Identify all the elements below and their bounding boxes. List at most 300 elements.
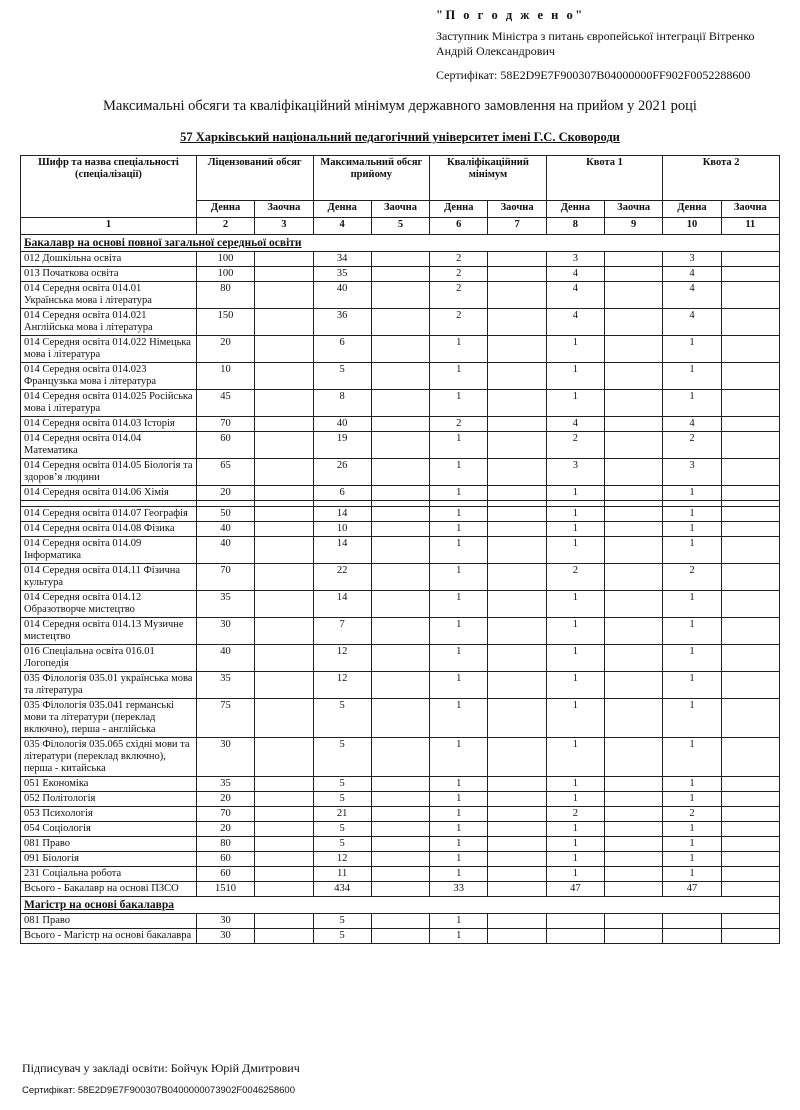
table-cell: 2 (430, 417, 488, 432)
table-cell: 5 (313, 699, 371, 738)
table-header (21, 156, 780, 235)
table-cell (721, 852, 779, 867)
table-cell (605, 914, 663, 929)
table-cell: 2 (430, 267, 488, 282)
table-cell (488, 591, 546, 618)
table-cell: 1 (430, 929, 488, 944)
table-cell: 47 (663, 882, 721, 897)
table-cell: 10 (313, 522, 371, 537)
table-cell (488, 852, 546, 867)
table-cell (488, 914, 546, 929)
table-cell: 1 (546, 507, 604, 522)
table-row (21, 459, 780, 486)
table-cell (605, 564, 663, 591)
specialty-name: 014 Середня освіта 014.023 Французька мова і література (21, 363, 197, 390)
table-cell (605, 792, 663, 807)
specialty-name: 014 Середня освіта 014.05 Біологія та здоров’я людини (21, 459, 197, 486)
table-cell (605, 267, 663, 282)
table-cell: 1 (430, 777, 488, 792)
table-cell (255, 252, 313, 267)
table-cell (255, 459, 313, 486)
specialty-name: 081 Право (21, 914, 197, 929)
table-cell: 80 (196, 282, 254, 309)
table-cell (605, 309, 663, 336)
table-cell: 1 (430, 390, 488, 417)
table-cell (255, 792, 313, 807)
table-cell (488, 459, 546, 486)
table-cell (488, 792, 546, 807)
subheader-full-time: Денна (546, 201, 604, 218)
table-cell (721, 618, 779, 645)
table-cell (663, 929, 721, 944)
specialty-name: 014 Середня освіта 014.03 Історія (21, 417, 197, 432)
table-cell (371, 914, 429, 929)
table-cell (255, 507, 313, 522)
specialty-name: 014 Середня освіта 014.021 Англійська мова і література (21, 309, 197, 336)
table-cell (546, 929, 604, 944)
table-cell: 1 (546, 699, 604, 738)
table-cell: 40 (313, 282, 371, 309)
table-cell: 60 (196, 867, 254, 882)
table-cell (488, 837, 546, 852)
table-cell (721, 564, 779, 591)
table-cell: 75 (196, 699, 254, 738)
table-cell: 434 (313, 882, 371, 897)
subheader-part-time: Заочна (255, 201, 313, 218)
table-cell (371, 507, 429, 522)
table-row (21, 252, 780, 267)
specialty-name: 014 Середня освіта 014.12 Образотворче мистецтво (21, 591, 197, 618)
table-cell (255, 537, 313, 564)
specialty-name: 014 Середня освіта 014.025 Російська мова і література (21, 390, 197, 417)
table-cell: 30 (196, 914, 254, 929)
table-cell: 1 (430, 792, 488, 807)
table-cell: 21 (313, 807, 371, 822)
table-cell: 5 (313, 837, 371, 852)
table-cell (488, 336, 546, 363)
table-cell: 1 (663, 852, 721, 867)
table-cell (721, 417, 779, 432)
table-cell (721, 432, 779, 459)
table-cell: 5 (313, 792, 371, 807)
table-cell (721, 837, 779, 852)
table-cell (488, 432, 546, 459)
table-cell (371, 252, 429, 267)
table-cell (488, 867, 546, 882)
table-cell: 33 (430, 882, 488, 897)
specialty-name: 014 Середня освіта 014.022 Німецька мова і література (21, 336, 197, 363)
table-cell: 1 (663, 777, 721, 792)
table-cell: 1510 (196, 882, 254, 897)
admission-table (20, 155, 780, 944)
table-row (21, 882, 780, 897)
table-cell (488, 486, 546, 501)
table-cell: 1 (430, 914, 488, 929)
table-cell (488, 807, 546, 822)
table-cell (605, 522, 663, 537)
table-cell: 11 (313, 867, 371, 882)
specialty-name: 016 Спеціальна освіта 016.01 Логопедія (21, 645, 197, 672)
table-row (21, 522, 780, 537)
column-number: 1 (21, 218, 197, 235)
table-cell: 1 (663, 486, 721, 501)
table-cell (371, 309, 429, 336)
table-cell (721, 777, 779, 792)
table-cell: 2 (430, 282, 488, 309)
table-cell (721, 282, 779, 309)
table-cell: 1 (546, 645, 604, 672)
table-row (21, 837, 780, 852)
table-cell (371, 336, 429, 363)
table-cell (488, 252, 546, 267)
header-max-admission: Максимальний обсяг прийому (313, 156, 430, 201)
column-number: 3 (255, 218, 313, 235)
table-row (21, 486, 780, 501)
table-cell: 1 (430, 591, 488, 618)
table-cell (605, 867, 663, 882)
table-cell: 35 (196, 591, 254, 618)
table-cell (371, 432, 429, 459)
column-number: 5 (371, 218, 429, 235)
table-cell (371, 363, 429, 390)
subheader-full-time: Денна (196, 201, 254, 218)
table-cell (721, 486, 779, 501)
table-cell: 5 (313, 929, 371, 944)
table-cell: 36 (313, 309, 371, 336)
table-cell (605, 618, 663, 645)
table-cell (605, 336, 663, 363)
table-cell: 1 (546, 363, 604, 390)
table-cell: 1 (430, 537, 488, 564)
section-title: Магістр на основі бакалавра (21, 897, 780, 914)
table-cell: 100 (196, 252, 254, 267)
table-cell: 1 (663, 336, 721, 363)
table-cell (255, 522, 313, 537)
table-cell (721, 929, 779, 944)
table-cell: 1 (663, 822, 721, 837)
table-cell: 1 (430, 486, 488, 501)
table-cell: 6 (313, 336, 371, 363)
table-cell (488, 672, 546, 699)
table-cell: 1 (430, 672, 488, 699)
table-cell (371, 882, 429, 897)
table-cell (371, 522, 429, 537)
table-cell (605, 486, 663, 501)
table-cell: 1 (430, 867, 488, 882)
table-cell (721, 645, 779, 672)
table-cell (488, 564, 546, 591)
table-cell: 14 (313, 507, 371, 522)
table-cell (721, 822, 779, 837)
specialty-name: 012 Дошкільна освіта (21, 252, 197, 267)
table-cell (255, 309, 313, 336)
signer: Підписувач у закладі освіти: Бойчук Юрій Дмитрович (22, 1061, 300, 1075)
table-cell: 70 (196, 564, 254, 591)
table-cell: 1 (546, 618, 604, 645)
specialty-name: Всього - Магістр на основі бакалавра (21, 929, 197, 944)
table-cell (488, 929, 546, 944)
table-cell (546, 914, 604, 929)
table-cell: 19 (313, 432, 371, 459)
subheader-full-time: Денна (430, 201, 488, 218)
table-cell: 4 (663, 282, 721, 309)
table-cell (488, 882, 546, 897)
table-cell: 60 (196, 852, 254, 867)
table-cell: 1 (546, 867, 604, 882)
table-row (21, 699, 780, 738)
table-cell (255, 282, 313, 309)
table-cell (721, 537, 779, 564)
table-cell: 1 (430, 738, 488, 777)
table-cell (371, 852, 429, 867)
table-cell (605, 537, 663, 564)
table-cell (255, 390, 313, 417)
table-cell: 40 (196, 522, 254, 537)
header-specialty: Шифр та назва спеціальності (спеціалізації) (21, 156, 197, 218)
table-row (21, 363, 780, 390)
table-cell (255, 618, 313, 645)
table-cell (488, 645, 546, 672)
table-cell: 20 (196, 822, 254, 837)
table-cell: 3 (663, 252, 721, 267)
table-cell (371, 929, 429, 944)
table-cell: 2 (546, 432, 604, 459)
table-cell (255, 882, 313, 897)
table-cell (605, 738, 663, 777)
table-cell: 20 (196, 486, 254, 501)
table-row (21, 618, 780, 645)
table-cell (605, 882, 663, 897)
table-cell (371, 537, 429, 564)
table-cell: 1 (546, 537, 604, 564)
table-cell: 34 (313, 252, 371, 267)
table-cell (488, 777, 546, 792)
table-cell (255, 267, 313, 282)
table-cell (255, 837, 313, 852)
table-cell (605, 363, 663, 390)
table-cell (255, 914, 313, 929)
specialty-name: 014 Середня освіта 014.07 Географія (21, 507, 197, 522)
table-cell: 2 (430, 309, 488, 336)
table-cell (721, 522, 779, 537)
table-cell: 40 (313, 417, 371, 432)
institution-title: 57 Харківський національний педагогічний університет імені Г.С. Сковороди (180, 130, 620, 144)
table-cell: 1 (546, 738, 604, 777)
table-cell (371, 699, 429, 738)
table-cell (371, 267, 429, 282)
table-cell: 26 (313, 459, 371, 486)
table-cell (255, 738, 313, 777)
table-cell (605, 699, 663, 738)
table-cell (488, 282, 546, 309)
table-cell (721, 914, 779, 929)
subheader-part-time: Заочна (371, 201, 429, 218)
approval-header: "П о г о д ж е н о" (436, 8, 585, 22)
table-row (21, 672, 780, 699)
table-row (21, 852, 780, 867)
table-cell (371, 591, 429, 618)
table-cell (605, 822, 663, 837)
column-number: 8 (546, 218, 604, 235)
subheader-part-time: Заочна (721, 201, 779, 218)
table-cell: 2 (663, 807, 721, 822)
table-cell (255, 591, 313, 618)
table-cell: 5 (313, 738, 371, 777)
table-cell (255, 777, 313, 792)
table-cell (371, 738, 429, 777)
table-cell (371, 564, 429, 591)
table-cell (255, 417, 313, 432)
table-cell (721, 390, 779, 417)
table-row (21, 564, 780, 591)
table-cell (488, 417, 546, 432)
table-row (21, 417, 780, 432)
table-cell: 1 (430, 507, 488, 522)
table-cell: 1 (546, 390, 604, 417)
table-cell: 20 (196, 792, 254, 807)
table-cell: 7 (313, 618, 371, 645)
table-cell: 4 (663, 267, 721, 282)
table-cell: 1 (546, 486, 604, 501)
table-cell (255, 699, 313, 738)
table-row (21, 432, 780, 459)
table-cell: 1 (430, 432, 488, 459)
specialty-name: 053 Психологія (21, 807, 197, 822)
table-cell: 1 (546, 777, 604, 792)
table-cell: 1 (663, 672, 721, 699)
specialty-name: 035 Філологія 035.01 українська мова та література (21, 672, 197, 699)
table-cell: 10 (196, 363, 254, 390)
table-row (21, 336, 780, 363)
section-title: Бакалавр на основі повної загальної середньої освіти (21, 235, 780, 252)
table-cell (371, 618, 429, 645)
column-number: 6 (430, 218, 488, 235)
table-cell: 70 (196, 807, 254, 822)
table-cell: 1 (430, 822, 488, 837)
table-cell: 35 (196, 777, 254, 792)
specialty-name: 014 Середня освіта 014.08 Фізика (21, 522, 197, 537)
table-row (21, 929, 780, 944)
section-row (21, 897, 780, 914)
table-row (21, 507, 780, 522)
table-cell (605, 459, 663, 486)
table-cell: 2 (430, 252, 488, 267)
specialty-name: 014 Середня освіта 014.06 Хімія (21, 486, 197, 501)
specialty-name: 035 Філологія 035.065 східні мови та літератури (переклад включно), перша - китайська (21, 738, 197, 777)
table-cell: 40 (196, 645, 254, 672)
table-cell: 1 (663, 792, 721, 807)
table-cell (605, 807, 663, 822)
table-cell: 1 (663, 522, 721, 537)
table-cell (488, 363, 546, 390)
specialty-name: 052 Політологія (21, 792, 197, 807)
table-cell: 5 (313, 777, 371, 792)
table-cell: 35 (196, 672, 254, 699)
table-cell: 5 (313, 363, 371, 390)
table-cell (605, 929, 663, 944)
table-cell: 6 (313, 486, 371, 501)
approval-line-2: Андрій Олександрович (436, 44, 555, 58)
specialty-name: 231 Соціальна робота (21, 867, 197, 882)
signer-certificate: Сертифікат: 58E2D9E7F900307B0400000073902F0046258600 (22, 1085, 295, 1096)
column-number: 9 (605, 218, 663, 235)
table-cell (255, 807, 313, 822)
table-row (21, 822, 780, 837)
table-cell (605, 837, 663, 852)
table-cell (605, 432, 663, 459)
table-cell: 1 (430, 459, 488, 486)
specialty-name: 054 Соціологія (21, 822, 197, 837)
table-cell: 1 (663, 591, 721, 618)
table-row (21, 309, 780, 336)
table-cell: 1 (663, 738, 721, 777)
table-cell (255, 486, 313, 501)
table-cell (371, 390, 429, 417)
specialty-name: Всього - Бакалавр на основі ПЗСО (21, 882, 197, 897)
table-cell (721, 738, 779, 777)
table-cell: 30 (196, 738, 254, 777)
table-cell: 60 (196, 432, 254, 459)
table-cell (605, 591, 663, 618)
table-cell: 4 (546, 309, 604, 336)
table-cell: 1 (663, 537, 721, 564)
table-cell: 1 (663, 867, 721, 882)
column-number: 4 (313, 218, 371, 235)
specialty-name: 035 Філологія 035.041 германські мови та літератури (переклад включно), перша - англійська (21, 699, 197, 738)
document-title: Максимальні обсяги та кваліфікаційний мінімум державного замовлення на прийом у 2021 році (103, 98, 697, 114)
table-body (21, 235, 780, 944)
table-cell: 70 (196, 417, 254, 432)
subheader-full-time: Денна (663, 201, 721, 218)
approval-certificate: Сертифікат: 58E2D9E7F900307B04000000FF902F0052288600 (436, 68, 751, 82)
table-cell: 30 (196, 618, 254, 645)
table-cell: 1 (430, 522, 488, 537)
table-cell (721, 867, 779, 882)
table-cell: 4 (663, 309, 721, 336)
table-cell: 1 (430, 852, 488, 867)
column-number: 7 (488, 218, 546, 235)
table-cell (255, 672, 313, 699)
header-quota-1: Квота 1 (546, 156, 663, 201)
specialty-name: 013 Початкова освіта (21, 267, 197, 282)
table-cell: 1 (663, 618, 721, 645)
table-cell: 12 (313, 672, 371, 699)
table-cell (371, 837, 429, 852)
table-cell (721, 792, 779, 807)
specialty-name: 014 Середня освіта 014.13 Музичне мистецтво (21, 618, 197, 645)
table-cell: 1 (546, 336, 604, 363)
table-cell: 47 (546, 882, 604, 897)
column-number: 2 (196, 218, 254, 235)
table-cell: 4 (546, 282, 604, 309)
specialty-name: 014 Середня освіта 014.09 Інформатика (21, 537, 197, 564)
table-cell (371, 792, 429, 807)
table-row (21, 807, 780, 822)
table-cell: 1 (430, 336, 488, 363)
table-row (21, 914, 780, 929)
header-quota-2: Квота 2 (663, 156, 780, 201)
table-cell (488, 738, 546, 777)
table-cell (721, 267, 779, 282)
table-cell: 8 (313, 390, 371, 417)
table-cell: 150 (196, 309, 254, 336)
table-cell (605, 507, 663, 522)
table-cell: 22 (313, 564, 371, 591)
table-cell (371, 822, 429, 837)
table-cell: 1 (663, 507, 721, 522)
table-cell: 1 (546, 822, 604, 837)
table-cell (371, 486, 429, 501)
